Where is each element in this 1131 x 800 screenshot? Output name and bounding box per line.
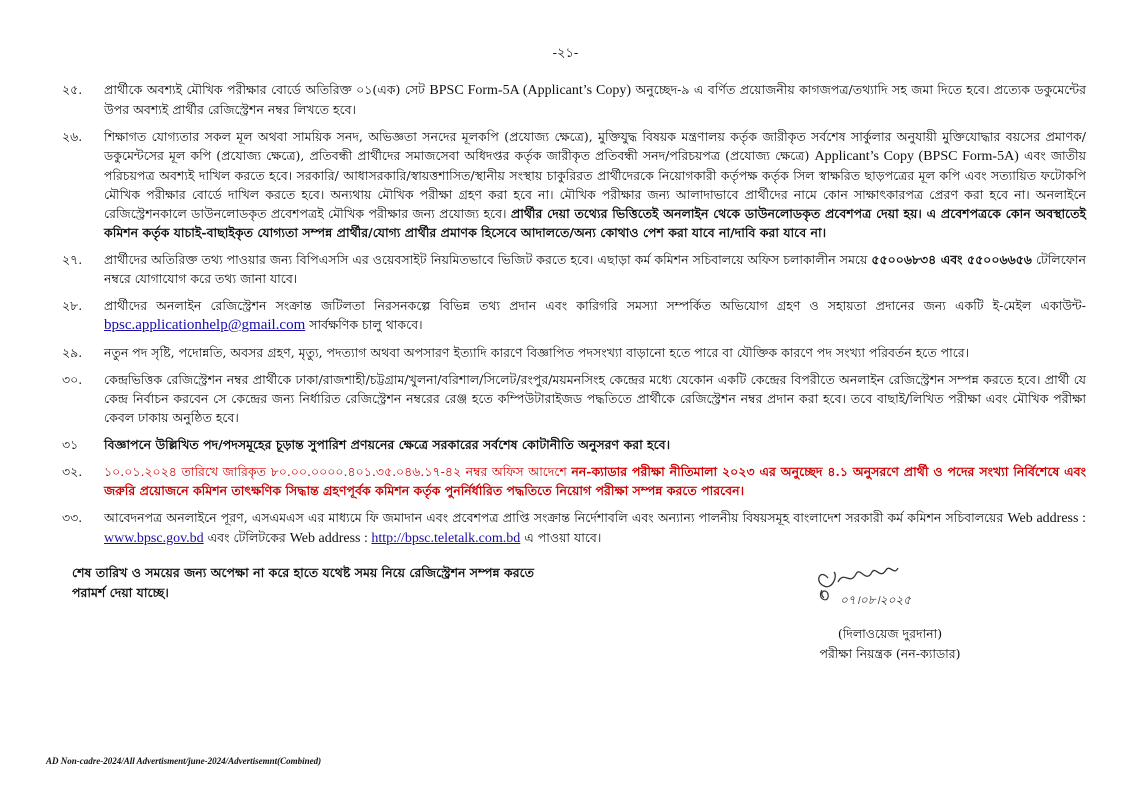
list-item [62,508,1086,548]
list-item [62,296,1086,335]
text-span: আবেদনপত্র অনলাইনে পূরণ, এসএমএস এর মাধ্যমে ফি জমাদান এবং প্রবেশপত্র প্রাপ্তি সংক্রান্ত নির্দেশাবলি এবং অন্যান্য পালনীয় বিষয়সমূহ বাংলাদেশ সরকারী কর্ম কমিশন সচিবালয়ের [104,510,1008,525]
instruction-list [62,80,1086,556]
text-span: Applicant’s Copy (BPSC Form-5A) [814,149,1019,164]
text-span: শিক্ষাগত যোগ্যতার সকল মূল অথবা সাময়িক সনদ, অভিজ্ঞতা সনদের মূলকপি (প্রযোজ্য ক্ষেত্রে), মুক্তিযুদ্ধ বিষয়ক মন্ত্রণালয় কর্তৃক জারীকৃত সর্বশেষ সার্কুলার অনুযায়ী মুক্তিযোদ্ধার বয়সের প্রমাণক/ ডকুমেন্টসের মূল কপি (প্রযোজ্য ক্ষেত্রে), প্রতিবন্ধী প্রার্থীদের সমাজসেবা অধিদপ্তর কর্তৃক জারীকৃত প্রতিবন্ধী সনদ/পরিচয়পত্র (প্রযোজ্য ক্ষেত্রে) [104,129,1086,163]
signature-date: ০৭।০৮।২০২৫ [840,593,911,607]
text-span: নন-ক্যাডার পরীক্ষা নীতিমালা ২০২৩ এর অনুচ্ছেদ ৪.১ অনুসরণে প্রার্থী ও পদের সংখ্যা নির্বিশেষে এবং জরুরি প্রয়োজনে কমিশন তাৎক্ষণিক সিদ্ধান্ত গ্রহণপূর্বক কমিশন কর্তৃক পুনর্নির্ধারিত পদ্ধতিতে নিয়োগ পরীক্ষা সম্পন্ন করতে পারবেন। [104,464,1086,498]
text-span: : [360,531,372,546]
item-number: ২৫. [62,82,83,97]
text-span: ৫৫০০৬৮৩৪ এবং ৫৫০০৬৬৫৬ [871,252,1032,267]
item-number: ৩১ [62,437,79,452]
item-text [104,250,1086,288]
text-span: টেলিফোন নম্বরে যোগাযোগ করে তথ্য জানা যাবে। [104,252,1086,286]
item-text [104,370,1086,427]
item-text [104,127,1086,242]
text-span: বিজ্ঞাপনে উল্লিখিত পদ/পদসমূহের চূড়ান্ত সুপারিশ প্রণয়নের ক্ষেত্রে সরকারের সর্বশেষ কোটানীতি অনুসরণ করা হবে। [104,437,671,452]
signature-block [770,624,1010,664]
list-item [62,435,1086,454]
list-item [62,127,1086,242]
item-text [104,462,1086,500]
item-text [104,508,1086,548]
web-link[interactable]: http://bpsc.teletalk.com.bd [371,531,521,546]
text-span: কেন্দ্রভিত্তিক রেজিস্ট্রেশন নম্বর প্রার্থীকে ঢাকা/রাজশাহী/চট্টগ্রাম/খুলনা/বরিশাল/সিলেট/রংপুর/ময়মনসিংহ কেন্দ্রের মধ্যে যেকোন একটি কেন্দ্রের বিপরীতে অনলাইন রেজিস্ট্রেশন সম্পন্ন করতে হবে। প্রার্থী যে কেন্দ্র নির্বাচন করবেন সে কেন্দ্রের জন্য নির্ধারিত রেজিস্ট্রেশন নম্বরের রেঞ্জ হতে কম্পিউটারাইজড পদ্ধতিতে প্রার্থীকে রেজিস্ট্রেশন নম্বর প্রদান করা হবে। তবে বাছাই/লিখিত পরীক্ষা এবং মৌখিক পরীক্ষা কেবল ঢাকায় অনুষ্ঠিত হবে। [104,372,1086,425]
text-span: : [1078,511,1087,526]
text-span: এ পাওয়া যাবে। [520,530,602,545]
signatory-designation: পরীক্ষা নিয়ন্ত্রক (নন-ক্যাডার) [819,646,961,661]
text-span: নতুন পদ সৃষ্টি, পদোন্নতি, অবসর গ্রহণ, মৃত্যু, পদত্যাগ অথবা অপসারণ ইত্যাদি কারণে বিজ্ঞাপিত পদসংখ্যা বাড়ানো হতে পারে বা যৌক্তিক কারণে পদ সংখ্যা পরিবর্তন হতে পারে। [104,345,970,360]
page-number: -২১- [552,46,579,61]
signatory-name: (দিলাওয়েজ দুরদানা) [837,626,943,641]
item-number: ২৯. [62,345,83,360]
item-number: ২৭. [62,252,83,267]
text-span: এবং টেলিটকের [203,530,290,545]
list-item [62,250,1086,288]
email-link[interactable]: bpsc.applicationhelp@gmail.com [104,317,306,333]
item-number: ২৮. [62,298,83,313]
item-number: ৩৩. [62,510,83,525]
text-span: সার্বক্ষণিক চালু থাকবে। [305,317,423,332]
list-item [62,370,1086,427]
list-item [62,462,1086,500]
text-span: প্রার্থীকে অবশ্যই মৌখিক পরীক্ষার বোর্ডে অতিরিক্ত ০১(এক) সেট [104,82,430,97]
text-span: প্রার্থীর দেয়া তথ্যের ভিত্তিতেই অনলাইন থেকে ডাউনলোডকৃত প্রবেশপত্র দেয়া হয়। এ প্রবেশপত্রকে কোন অবস্থাতেই কমিশন কর্তৃক যাচাই-বাছাইকৃত যোগ্যতা সম্পন্ন প্রার্থীর/যোগ্য প্রার্থীর প্রমাণক হিসেবে আদালতে/অন্য কোথাও পেশ করা যাবে না/দাবি করা যাবে না। [104,206,1086,240]
text-span: ১০.০১.২০২৪ তারিখে জারিকৃত ৮০.০০.০০০০.৪০১.৩৫.০৪৬.১৭-৪২ নম্বর অফিস আদেশে [104,464,572,479]
item-number: ২৬. [62,129,83,144]
signature-image [810,560,960,610]
item-text [104,296,1086,335]
text-span: Web address [1007,511,1079,526]
item-text [104,435,1086,454]
item-text [104,343,1086,362]
text-span: প্রার্থীদের অনলাইন রেজিস্ট্রেশন সংক্রান্ত জটিলতা নিরসনকল্পে বিভিন্ন তথ্য প্রদান এবং কারিগরি সমস্যা সম্পর্কিত অভিযোগ গ্রহণ ও সহায়তা প্রদানের জন্য একটি ই-মেইল একাউন্ট- [104,298,1086,313]
list-item [62,343,1086,362]
item-number: ৩২. [62,464,83,479]
text-span: BPSC Form-5A (Applicant’s Copy) [429,83,632,98]
list-item [62,80,1086,119]
text-span: অনুচ্ছেদ-৯ এ বর্ণিত প্রয়োজনীয় কাগজপত্র/তথ্যাদি সহ জমা দিতে হবে। প্রত্যেক ডকুমেন্টের উপর অবশ্যই প্রার্থীর রেজিস্ট্রেশন নম্বর লিখতে হবে। [104,82,1087,117]
text-span: প্রার্থীদের অতিরিক্ত তথ্য পাওয়ার জন্য বিপিএসসি এর ওয়েবসাইট নিয়মিতভাবে ভিজিট করতে হবে। এছাড়া কর্ম কমিশন সচিবালয়ে অফিস চলাকালীন সময়ে [104,252,872,267]
web-link[interactable]: www.bpsc.gov.bd [104,531,204,546]
text-span: Web address [289,531,361,546]
item-number: ৩০. [62,372,83,387]
footer-file-path: AD Non-cadre-2024/All Advertisment/june-2024/Advertisemnt(Combined) [46,756,322,766]
closing-note: শেষ তারিখ ও সময়ের জন্য অপেক্ষা না করে হাতে যথেষ্ট সময় নিয়ে রেজিস্ট্রেশন সম্পন্ন করতে পরামর্শ দেয়া যাচ্ছে। [72,565,535,600]
text-span: এবং জাতীয় পরিচয়পত্র অবশ্যই দাখিল করতে হবে। সরকারি/ আধাসরকারি/স্বায়ত্তশাসিত/স্থানীয় সংস্থায় চাকুরিরত প্রার্থীদেরকে নিয়োগকারী কর্তৃপক্ষ কর্তৃক সিল স্বাক্ষরিত ছাড়পত্রের মূল কপি এবং সত্যায়িত ফটোকপি মৌখিক পরীক্ষার বোর্ডে দাখিল করতে হবে। অন্যথায় মৌখিক পরীক্ষা গ্রহণ করা হবে না। মৌখিক পরীক্ষার জন্য আলাদাভাবে প্রার্থীদের নামে কোন সাক্ষাৎকারপত্র প্রেরণ করা হবে না। অনলাইনে রেজিস্ট্রেশনকালে ডাউনলোডকৃত প্রবেশপত্রই মৌখিক পরীক্ষার জন্য প্রযোজ্য হবে। [104,148,1086,221]
item-text [104,80,1086,119]
